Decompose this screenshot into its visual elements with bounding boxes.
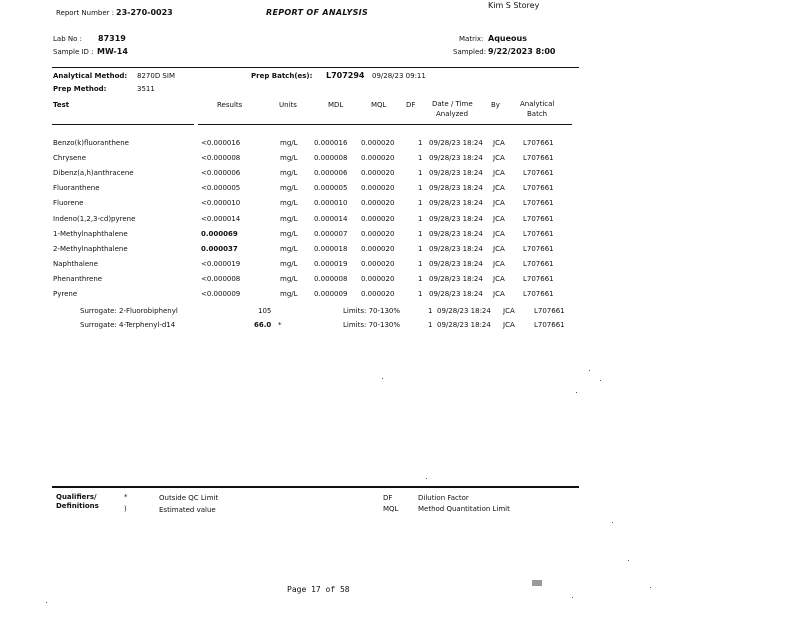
cell-result: <0.000010 (201, 199, 241, 208)
surrogate-batch: L707661 (534, 307, 565, 315)
sampled-value: 9/22/2023 8:00 (488, 47, 556, 56)
surrogate-flag: * (278, 321, 282, 329)
cell-mql: 0.000020 (361, 199, 395, 208)
prep-batch-date: 09/28/23 09:11 (372, 72, 426, 80)
qualifiers-label-line2: Definitions (56, 502, 99, 510)
col-units: Units (279, 101, 297, 109)
cell-by: JCA (493, 214, 505, 223)
cell-mdl: 0.000018 (314, 244, 348, 253)
cell-test: Fluoranthene (53, 184, 100, 193)
col-by: By (491, 101, 500, 109)
lab-no-label: Lab No : (53, 35, 82, 43)
table-row (0, 215, 800, 229)
cell-date: 09/28/23 18:24 (429, 244, 483, 253)
cell-units: mg/L (280, 214, 298, 223)
table-row (0, 290, 800, 304)
cell-df: 1 (418, 214, 423, 223)
surrogate-by: JCA (503, 321, 515, 329)
surrogate-name: Surrogate: 2-Fluorobiphenyl (80, 307, 178, 315)
scan-speck (628, 560, 629, 561)
cell-result: <0.000009 (201, 290, 241, 298)
cell-mql: 0.000020 (361, 214, 395, 223)
report-title: REPORT OF ANALYSIS (266, 8, 369, 17)
cell-by: JCA (493, 244, 505, 253)
scan-speck (46, 602, 47, 603)
client-name: Kim S Storey (488, 1, 540, 10)
cell-date: 09/28/23 18:24 (429, 214, 483, 223)
cell-test: Chrysene (53, 154, 87, 163)
matrix-value: Aqueous (488, 34, 527, 43)
cell-by: JCA (493, 290, 505, 298)
table-row (0, 184, 800, 198)
surrogate-batch: L707661 (534, 321, 565, 329)
cell-df: 1 (418, 154, 423, 163)
surrogate-limits: Limits: 70-130% (343, 307, 401, 315)
cell-date: 09/28/23 18:24 (429, 229, 483, 238)
scan-mark (532, 580, 542, 586)
col-mdl: MDL (328, 101, 344, 109)
cell-date: 09/28/23 18:24 (429, 259, 483, 268)
surrogate-df: 1 (428, 321, 433, 329)
surrogate-date: 09/28/23 18:24 (437, 307, 491, 315)
cell-units: mg/L (280, 169, 298, 178)
page-number: Page 17 of 58 (287, 585, 350, 594)
col-results: Results (217, 101, 243, 109)
definition-text-1: Dilution Factor (418, 494, 469, 502)
cell-mdl: 0.000006 (314, 169, 348, 178)
cell-batch: L707661 (523, 184, 554, 193)
cell-df: 1 (418, 199, 423, 208)
cell-mql: 0.000020 (361, 169, 395, 178)
col-batch-line2: Batch (527, 110, 548, 118)
table-row (0, 199, 800, 213)
cell-date: 09/28/23 18:24 (429, 139, 483, 147)
surrogate-date: 09/28/23 18:24 (437, 321, 491, 329)
definition-text-2: Method Quantitation Limit (418, 505, 510, 513)
table-row (0, 275, 800, 289)
prep-method-label: Prep Method: (53, 85, 107, 93)
cell-date: 09/28/23 18:24 (429, 154, 483, 163)
cell-mdl: 0.000016 (314, 139, 348, 147)
cell-batch: L707661 (523, 244, 554, 253)
col-date-line1: Date / Time (432, 100, 473, 108)
analytical-method: 8270D SIM (137, 72, 175, 80)
qualifiers-label-line1: Qualifiers/ (56, 493, 97, 501)
cell-units: mg/L (280, 199, 298, 208)
report-number: 23-270-0023 (116, 8, 173, 17)
cell-by: JCA (493, 169, 505, 178)
scan-speck (589, 370, 590, 371)
col-mql: MQL (371, 101, 387, 109)
cell-df: 1 (418, 184, 423, 193)
prep-method: 3511 (137, 85, 155, 93)
cell-test: Dibenz(a,h)anthracene (53, 169, 134, 178)
sample-id: MW-14 (97, 47, 128, 56)
cell-test: 1-Methylnaphthalene (53, 229, 128, 238)
cell-units: mg/L (280, 290, 298, 298)
lab-no: 87319 (98, 34, 126, 43)
cell-date: 09/28/23 18:24 (429, 274, 483, 283)
qualifier-symbol-1: * (124, 493, 128, 501)
cell-units: mg/L (280, 154, 298, 163)
cell-by: JCA (493, 259, 505, 268)
prep-batch-label: Prep Batch(es): (251, 72, 313, 80)
col-date-line2: Analyzed (436, 110, 469, 118)
cell-units: mg/L (280, 139, 298, 147)
table-row (0, 260, 800, 274)
qualifier-text-1: Outside QC Limit (159, 494, 219, 502)
cell-date: 09/28/23 18:24 (429, 290, 483, 298)
cell-by: JCA (493, 184, 505, 193)
cell-df: 1 (418, 139, 423, 147)
cell-mql: 0.000020 (361, 229, 395, 238)
surrogate-name: Surrogate: 4-Terphenyl-d14 (80, 321, 176, 329)
cell-test: Benzo(k)fluoranthene (53, 139, 129, 147)
column-rule-left (52, 124, 194, 125)
cell-mdl: 0.000010 (314, 199, 348, 208)
cell-units: mg/L (280, 259, 298, 268)
cell-by: JCA (493, 199, 505, 208)
cell-mdl: 0.000007 (314, 229, 348, 238)
cell-mdl: 0.000009 (314, 290, 348, 298)
cell-test: Fluorene (53, 199, 84, 208)
sample-id-label: Sample ID : (53, 48, 94, 56)
cell-mql: 0.000020 (361, 139, 395, 147)
table-row (0, 169, 800, 183)
cell-mdl: 0.000019 (314, 259, 348, 268)
cell-mql: 0.000020 (361, 274, 395, 283)
cell-batch: L707661 (523, 169, 554, 178)
surrogate-result: 66.0 (254, 321, 272, 329)
scan-speck (576, 392, 577, 393)
cell-df: 1 (418, 169, 423, 178)
cell-df: 1 (418, 244, 423, 253)
table-row (0, 245, 800, 259)
sampled-label: Sampled: (453, 48, 487, 56)
cell-df: 1 (418, 290, 423, 298)
surrogate-result: 105 (258, 307, 272, 315)
cell-result: <0.000019 (201, 259, 241, 268)
surrogate-df: 1 (428, 307, 433, 315)
definition-abbr-2: MQL (383, 505, 399, 513)
surrogate-limits: Limits: 70-130% (343, 321, 401, 329)
scan-speck (572, 597, 573, 598)
cell-mql: 0.000020 (361, 244, 395, 253)
scan-speck (600, 380, 601, 381)
analytical-method-label: Analytical Method: (53, 72, 128, 80)
surrogate-by: JCA (503, 307, 515, 315)
col-batch-line1: Analytical (520, 100, 555, 108)
cell-by: JCA (493, 274, 505, 283)
cell-date: 09/28/23 18:24 (429, 184, 483, 193)
cell-result: <0.000008 (201, 154, 241, 163)
table-row (0, 230, 800, 244)
cell-batch: L707661 (523, 199, 554, 208)
col-test: Test (53, 101, 70, 109)
cell-mdl: 0.000008 (314, 154, 348, 163)
cell-mdl: 0.000008 (314, 274, 348, 283)
cell-batch: L707661 (523, 214, 554, 223)
cell-units: mg/L (280, 184, 298, 193)
prep-batch: L707294 (326, 71, 365, 80)
cell-df: 1 (418, 274, 423, 283)
footer-rule (52, 486, 579, 488)
column-rule-right (198, 124, 572, 125)
surrogate-row (0, 307, 800, 321)
cell-test: 2-Methylnaphthalene (53, 244, 128, 253)
cell-batch: L707661 (523, 139, 554, 147)
col-df: DF (406, 101, 416, 109)
cell-df: 1 (418, 229, 423, 238)
cell-mql: 0.000020 (361, 259, 395, 268)
cell-mql: 0.000020 (361, 184, 395, 193)
matrix-label: Matrix: (459, 35, 484, 43)
cell-batch: L707661 (523, 274, 554, 283)
cell-date: 09/28/23 18:24 (429, 199, 483, 208)
table-row (0, 154, 800, 168)
cell-units: mg/L (280, 229, 298, 238)
cell-test: Pyrene (53, 290, 78, 298)
cell-by: JCA (493, 139, 505, 147)
cell-result: <0.000008 (201, 274, 241, 283)
qualifier-symbol-2: ) (124, 505, 127, 513)
cell-by: JCA (493, 229, 505, 238)
surrogate-row (0, 321, 800, 335)
report-number-label: Report Number : (56, 9, 115, 17)
scan-speck (426, 478, 427, 479)
cell-batch: L707661 (523, 290, 554, 298)
scan-speck (612, 522, 613, 523)
cell-units: mg/L (280, 244, 298, 253)
cell-by: JCA (493, 154, 505, 163)
cell-batch: L707661 (523, 154, 554, 163)
cell-result: <0.000014 (201, 214, 241, 223)
cell-result: 0.000069 (201, 229, 238, 238)
cell-test: Naphthalene (53, 259, 98, 268)
definition-abbr-1: DF (383, 494, 393, 502)
cell-date: 09/28/23 18:24 (429, 169, 483, 178)
cell-result: <0.000005 (201, 184, 241, 193)
cell-mql: 0.000020 (361, 290, 395, 298)
table-row (0, 139, 800, 153)
cell-units: mg/L (280, 274, 298, 283)
cell-batch: L707661 (523, 259, 554, 268)
scan-speck (382, 378, 383, 379)
cell-test: Indeno(1,2,3-cd)pyrene (53, 214, 136, 223)
cell-df: 1 (418, 259, 423, 268)
cell-result: 0.000037 (201, 244, 238, 253)
cell-mdl: 0.000014 (314, 214, 348, 223)
qualifier-text-2: Estimated value (159, 506, 216, 514)
cell-mql: 0.000020 (361, 154, 395, 163)
cell-result: <0.000006 (201, 169, 241, 178)
cell-test: Phenanthrene (53, 274, 103, 283)
cell-result: <0.000016 (201, 139, 241, 147)
header-rule (52, 67, 579, 68)
scan-speck (650, 587, 651, 588)
cell-batch: L707661 (523, 229, 554, 238)
cell-mdl: 0.000005 (314, 184, 348, 193)
